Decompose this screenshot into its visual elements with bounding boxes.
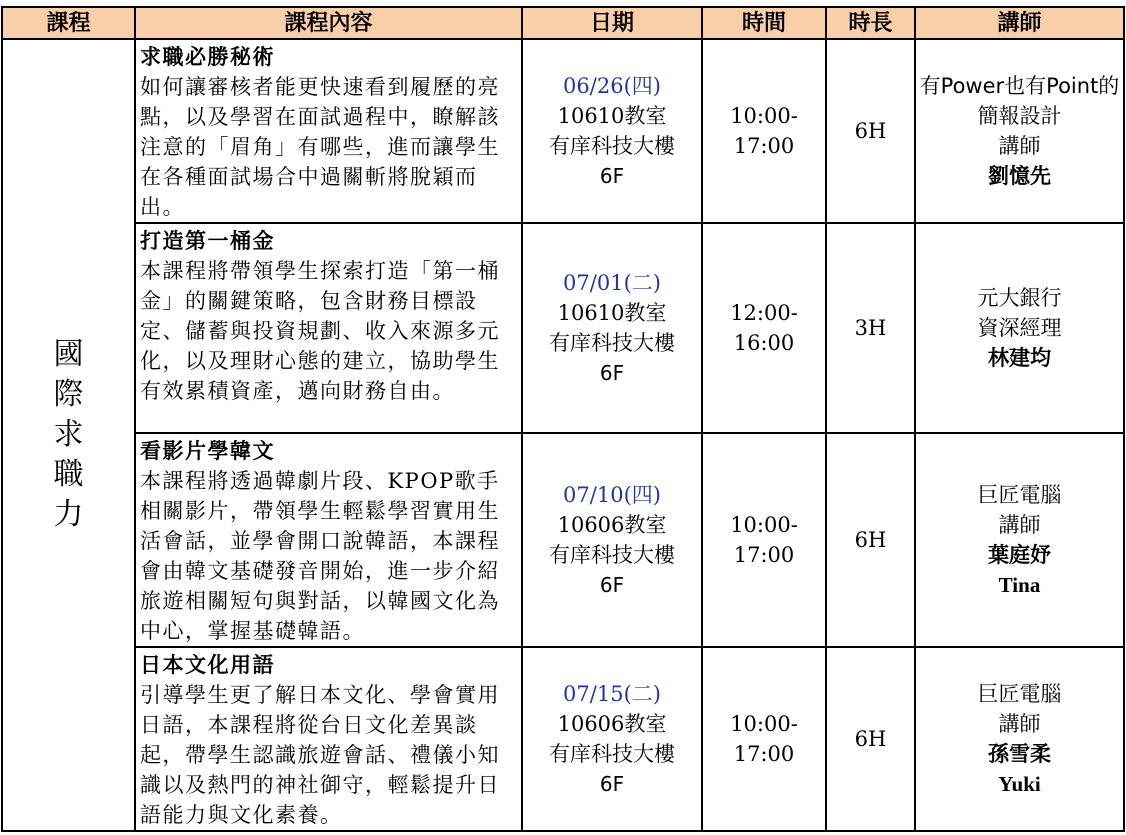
- category-char: 國: [53, 337, 84, 372]
- instructor-title: 講師: [998, 513, 1041, 537]
- instructor-name: 孫雪柔: [988, 741, 1051, 766]
- instructor-org: 有Power也有Point的: [919, 74, 1120, 98]
- instructor-cell: [915, 433, 1124, 647]
- course-schedule-table: [1, 6, 1125, 832]
- instructor-cell: [915, 39, 1124, 223]
- time-cell: [702, 647, 826, 831]
- course-description: 如何讓審核者能更快速看到履歷的亮點，以及學習在面試過程中，瞭解該注意的「眉角」有哪些，進而讓學生在各種面試場合中過關斬將脫穎而出。: [140, 75, 500, 219]
- time-end: 17:00: [733, 134, 795, 158]
- instructor-cell: [915, 223, 1124, 433]
- table-row: [2, 433, 1124, 647]
- header-duration: 時長: [826, 7, 915, 39]
- course-title: 日本文化用語: [140, 652, 275, 677]
- course-date: 07/10(四): [563, 483, 661, 507]
- time-end: 17:00: [733, 543, 795, 567]
- instructor-cell: [915, 647, 1124, 831]
- time-start: 10:00-: [730, 712, 798, 736]
- course-floor: 6F: [599, 573, 625, 597]
- course-date: 06/26(四): [563, 74, 661, 98]
- time-start: 12:00-: [730, 301, 798, 325]
- instructor-org: 巨匠電腦: [977, 483, 1062, 507]
- instructor-name: 葉庭妤: [988, 542, 1051, 567]
- course-room: 10606教室: [557, 513, 667, 537]
- time-start: 10:00-: [730, 513, 798, 537]
- duration-cell: 6H: [826, 39, 915, 223]
- course-room: 10610教室: [557, 301, 667, 325]
- instructor-name: 劉憶先: [988, 163, 1051, 188]
- header-content: 課程內容: [135, 7, 522, 39]
- category-char: 職: [53, 457, 84, 492]
- date-cell: [522, 223, 702, 433]
- course-room: 10606教室: [557, 712, 667, 736]
- time-start: 10:00-: [730, 104, 798, 128]
- instructor-name: 林建均: [988, 345, 1051, 370]
- course-floor: 6F: [599, 772, 625, 796]
- time-end: 17:00: [733, 742, 795, 766]
- course-title: 打造第一桶金: [140, 228, 275, 253]
- instructor-english-name: Tina: [998, 573, 1041, 597]
- course-description: 本課程將帶領學生探索打造「第一桶金」的關鍵策略，包含財務目標設定、儲蓄與投資規劃、收入來源多元化，以及理財心態的建立，協助學生有效累積資產，邁向財務自由。: [140, 259, 500, 403]
- content-cell: [135, 39, 522, 223]
- date-cell: [522, 39, 702, 223]
- header-date: 日期: [522, 7, 702, 39]
- duration-cell: 3H: [826, 223, 915, 433]
- table-row: [2, 647, 1124, 831]
- category-char: 際: [53, 377, 84, 412]
- instructor-org: 元大銀行: [977, 286, 1062, 310]
- course-building: 有庠科技大樓: [549, 742, 675, 766]
- course-building: 有庠科技大樓: [549, 543, 675, 567]
- instructor-english-name: Yuki: [998, 772, 1041, 796]
- table-row: [2, 39, 1124, 223]
- course-building: 有庠科技大樓: [549, 134, 675, 158]
- date-cell: [522, 433, 702, 647]
- course-room: 10610教室: [557, 104, 667, 128]
- duration-cell: 6H: [826, 433, 915, 647]
- course-floor: 6F: [599, 164, 625, 188]
- header-instructor: 講師: [915, 7, 1124, 39]
- time-cell: [702, 39, 826, 223]
- instructor-org: 巨匠電腦: [977, 682, 1062, 706]
- course-description: 引導學生更了解日本文化、學會實用日語，本課程將從台日文化差異談起，帶學生認識旅遊會話、禮儀小知識以及熱門的神社御守，輕鬆提升日語能力與文化素養。: [140, 683, 500, 827]
- content-cell: [135, 223, 522, 433]
- time-end: 16:00: [733, 331, 795, 355]
- course-title: 看影片學韓文: [140, 438, 275, 463]
- course-date: 07/01(二): [563, 271, 661, 295]
- category-cell: [2, 39, 135, 831]
- content-cell: [135, 647, 522, 831]
- course-description: 本課程將透過韓劇片段、KPOP歌手相關影片，帶領學生輕鬆學習實用生活會話，並學會開口說韓語，本課程會由韓文基礎發音開始，進一步介紹旅遊相關短句與對話，以韓國文化為中心，掌握基礎韓語。: [140, 469, 500, 643]
- instructor-title: 講師: [998, 134, 1041, 158]
- category-char: 求: [53, 417, 84, 452]
- instructor-title: 資深經理: [977, 316, 1062, 340]
- header-course: 課程: [2, 7, 135, 39]
- course-title: 求職必勝秘術: [140, 44, 275, 69]
- category-char: 力: [53, 497, 84, 532]
- date-cell: [522, 647, 702, 831]
- header-row: [2, 7, 1124, 39]
- course-floor: 6F: [599, 361, 625, 385]
- table-row: [2, 223, 1124, 433]
- course-building: 有庠科技大樓: [549, 331, 675, 355]
- header-time: 時間: [702, 7, 826, 39]
- course-date: 07/15(二): [563, 682, 661, 706]
- time-cell: [702, 223, 826, 433]
- content-cell: [135, 433, 522, 647]
- duration-cell: 6H: [826, 647, 915, 831]
- instructor-title: 講師: [998, 712, 1041, 736]
- time-cell: [702, 433, 826, 647]
- instructor-org-2: 簡報設計: [977, 104, 1062, 128]
